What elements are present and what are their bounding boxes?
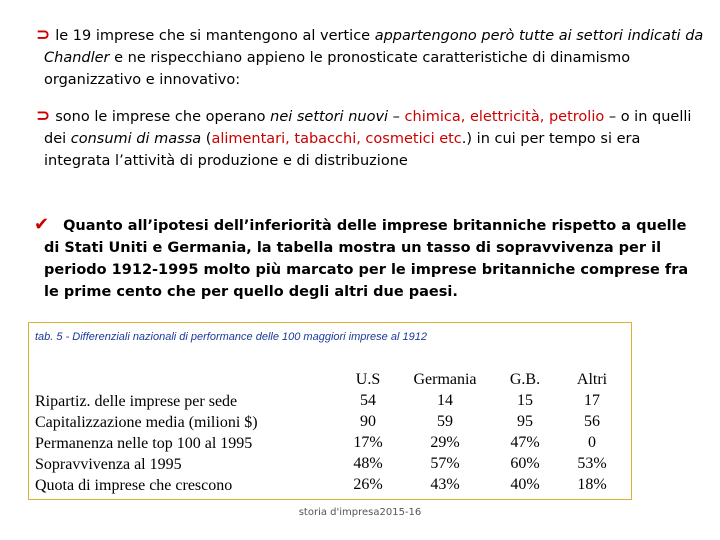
row-label: Ripartiz. delle imprese per sede [35,393,238,410]
table-cell: 60% [510,455,540,472]
performance-table-panel [28,322,632,500]
table-cell: 17% [353,434,383,451]
table-caption: tab. 5 - Differenziali nazionali di performance delle 100 maggiori imprese al 1912 [35,331,427,343]
arrow-bullet-icon: ⊃ [36,25,51,45]
column-header: Germania [413,371,477,388]
table-cell: 95 [517,413,533,430]
checkmark-icon: ✔ [34,214,50,235]
table-cell: 14 [437,392,453,409]
row-label: Permanenza nelle top 100 al 1995 [35,435,253,452]
table-cell: 48% [353,455,383,472]
row-label: Quota di imprese che crescono [35,477,233,494]
bullet1-text-1: le 19 imprese che si mantengono al vertice [55,28,375,44]
bullet2-text-1: sono le imprese che operano [55,109,271,125]
column-altri [567,369,617,495]
row-label: Capitalizzazione media (milioni $) [35,414,258,431]
table-cell: 56 [584,413,600,430]
bullet2-text-3: – [388,109,405,125]
column-header: U.S [355,371,381,388]
bullet2-text-italic-1: nei settori nuovi [270,109,389,125]
bullet2-text-red-1: chimica, elettricità, petrolio [404,109,605,125]
table-cell: 59 [437,413,453,430]
table-cell: 57% [430,455,460,472]
bullet1-text-3: e ne rispecchiano appieno le pronosticate caratteristiche di dinamismo organizzativo e innovativo: [44,50,631,88]
table-cell: 54 [360,392,376,409]
table-cell: 47% [510,434,540,451]
bullet2-text-9: .) in cui per tempo si era integrata l’attività di produzione e di distribuzione [44,131,641,169]
table-cell: 15 [517,392,533,409]
slide-footer: storia d'impresa2015-16 [298,507,422,518]
table-cell: 40% [510,476,540,493]
column-us [345,369,391,495]
table-cell: 26% [353,476,383,493]
bullet2-text-italic-2: consumi di massa [70,131,202,147]
table-cell: 0 [588,434,596,451]
column-header: G.B. [509,371,541,388]
table-cell: 18% [577,476,607,493]
table-cell: 29% [430,434,460,451]
bullet2-text-red-2: alimentari, tabacchi, cosmetici etc [211,131,462,147]
bullet-paragraph-2 [36,105,704,172]
column-header: Altri [576,371,608,388]
arrow-bullet-icon: ⊃ [36,106,51,126]
row-label: Sopravvivenza al 1995 [35,456,182,473]
bullet-paragraph-3 [34,214,704,303]
bullet2-text-5: – o in quelli dei [44,109,692,147]
bullet1-text-italic: appartengono però tutte ai settori indicati da Chandler [44,28,704,66]
bullet2-text-7: ( [201,131,212,147]
table-cell: 53% [577,455,607,472]
bullet3-text: Quanto all’ipotesi dell’inferiorità delle imprese britanniche rispetto a quelle di Stati Uniti e Germania, la tabella mostra un tasso di sopravvivenza per il periodo 1912-1995 molto più marcato per le imprese britanniche comprese fra le prime cento che per quello degli altri due paesi. [44,218,689,300]
table-row-labels [35,391,258,496]
table-cell: 90 [360,413,376,430]
column-germania [403,369,487,495]
table-cell: 43% [430,476,460,493]
column-gb [501,369,549,495]
table-cell: 17 [584,392,600,409]
bullet-paragraph-1 [36,24,704,91]
